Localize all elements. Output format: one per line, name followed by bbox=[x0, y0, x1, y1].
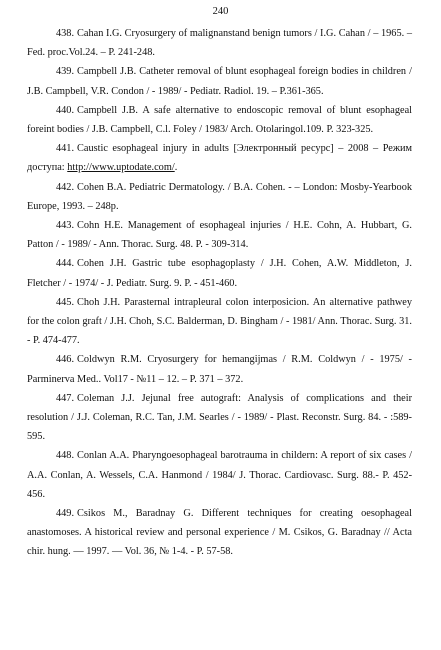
reference-number: 447. bbox=[56, 392, 75, 404]
reference-text: Cohen B.A. Pediatric Dermatology. / B.A. Cohen. - – London: Mosby-Yearbook Europe, 1993. – 248p. bbox=[27, 181, 412, 212]
reference-number: 438. bbox=[56, 28, 75, 39]
reference-number: 439. bbox=[56, 66, 75, 78]
reference-number: 448. bbox=[56, 450, 75, 462]
reference-entry bbox=[27, 504, 412, 562]
reference-entry bbox=[27, 24, 412, 62]
reference-entry bbox=[27, 101, 412, 139]
reference-entry bbox=[27, 139, 412, 177]
reference-list bbox=[27, 24, 412, 562]
reference-entry bbox=[27, 389, 412, 447]
reference-text: Cahan I.G. Cryosurgery of malignanstand benign tumors / I.G. Cahan / – 1965. – Fed. proc.Vol.24. – P. 241-248. bbox=[27, 28, 412, 59]
reference-entry bbox=[27, 293, 412, 351]
reference-text: Campbell J.B. A safe alternative to endoscopic removal of blunt esophageal foreint bodies / J.B. Campbell, C.l. Foley / 1983/ Arch. Otolaringol.109. P. 323-325. bbox=[27, 104, 412, 136]
reference-entry bbox=[27, 446, 412, 504]
reference-number: 443. bbox=[56, 220, 75, 232]
reference-text: Caustic esophageal injury in adults [Электронный ресурс] – 2008 – Режим доступа: bbox=[27, 143, 412, 174]
page-number: 240 bbox=[212, 6, 229, 17]
reference-number: 440. bbox=[56, 104, 75, 116]
reference-text: Campbell J.B. Catheter removal of blunt esophageal foreign bodies in children / J.B. Campbell, V.R. Condon / - 1989/ - Pediatr. Radiol. 19. – P.361-365. bbox=[27, 66, 412, 97]
reference-number: 449. bbox=[56, 508, 75, 520]
reference-entry bbox=[27, 62, 412, 100]
reference-number: 445. bbox=[56, 296, 75, 308]
reference-text: Coldwyn R.M. Cryosurgery for hemangijmas / R.M. Coldwyn / - 1975/ - Parminerva Med.. Vol17 - №11 – 12. – P. 371 – 372. bbox=[27, 354, 412, 385]
reference-entry bbox=[27, 350, 412, 388]
reference-number: 444. bbox=[56, 258, 75, 270]
reference-text: . bbox=[174, 162, 178, 174]
reference-entry bbox=[27, 216, 412, 254]
reference-number: 442. bbox=[56, 181, 75, 193]
reference-number: 446. bbox=[56, 354, 75, 366]
reference-link[interactable]: http://www.uptodate.com/ bbox=[67, 162, 175, 174]
reference-number: 441. bbox=[56, 143, 75, 155]
reference-text: Choh J.H. Parasternal intrapleural colon interposicion. An alternative pathwey for the colon graft / J.H. Choh, S.C. Balderman, D. Bingham / - 1981/ Ann. Thorac. Surg. 31. - P. 474-477. bbox=[27, 296, 412, 347]
reference-entry bbox=[27, 254, 412, 292]
reference-text: Cohn H.E. Management of esophageal injuries / H.E. Cohn, A. Hubbart, G. Patton / - 1989/ - Ann. Thorac. Surg. 48. P. - 309-314. bbox=[27, 220, 412, 251]
reference-text: Coleman J.J. Jejunal free autograft: Analysis of complications and their resolution / J.J. Coleman, R.C. Tan, J.M. Searles / - 1989/ - Plast. Reconstr. Surg. 84. - :589-595. bbox=[27, 392, 412, 443]
reference-text: Conlan A.A. Pharyngoesophageal barotrauma in childern: A report of six cases / A.A. Conlan, A. Wessels, C.A. Hanmond / 1984/ J. Thorac. Cardiovasc. Surg. 88.- P. 452-456. bbox=[27, 450, 412, 500]
reference-entry bbox=[27, 178, 412, 216]
reference-text: Csikos M., Baradnay G. Different techniques for creating oesophageal anastomoses. A historical review and personal experience / M. Csikos, G. Baradnay // Acta chir. hung. — 1997. — Vol. 36, № 1-4. - P. 57-58. bbox=[27, 508, 412, 558]
reference-text: Cohen J.H. Gastric tube esophagoplasty / J.H. Cohen, A.W. Middleton, J. Fletcher / - 1974/ - J. Pediatr. Surg. 9. P. - 451-460. bbox=[27, 258, 412, 289]
